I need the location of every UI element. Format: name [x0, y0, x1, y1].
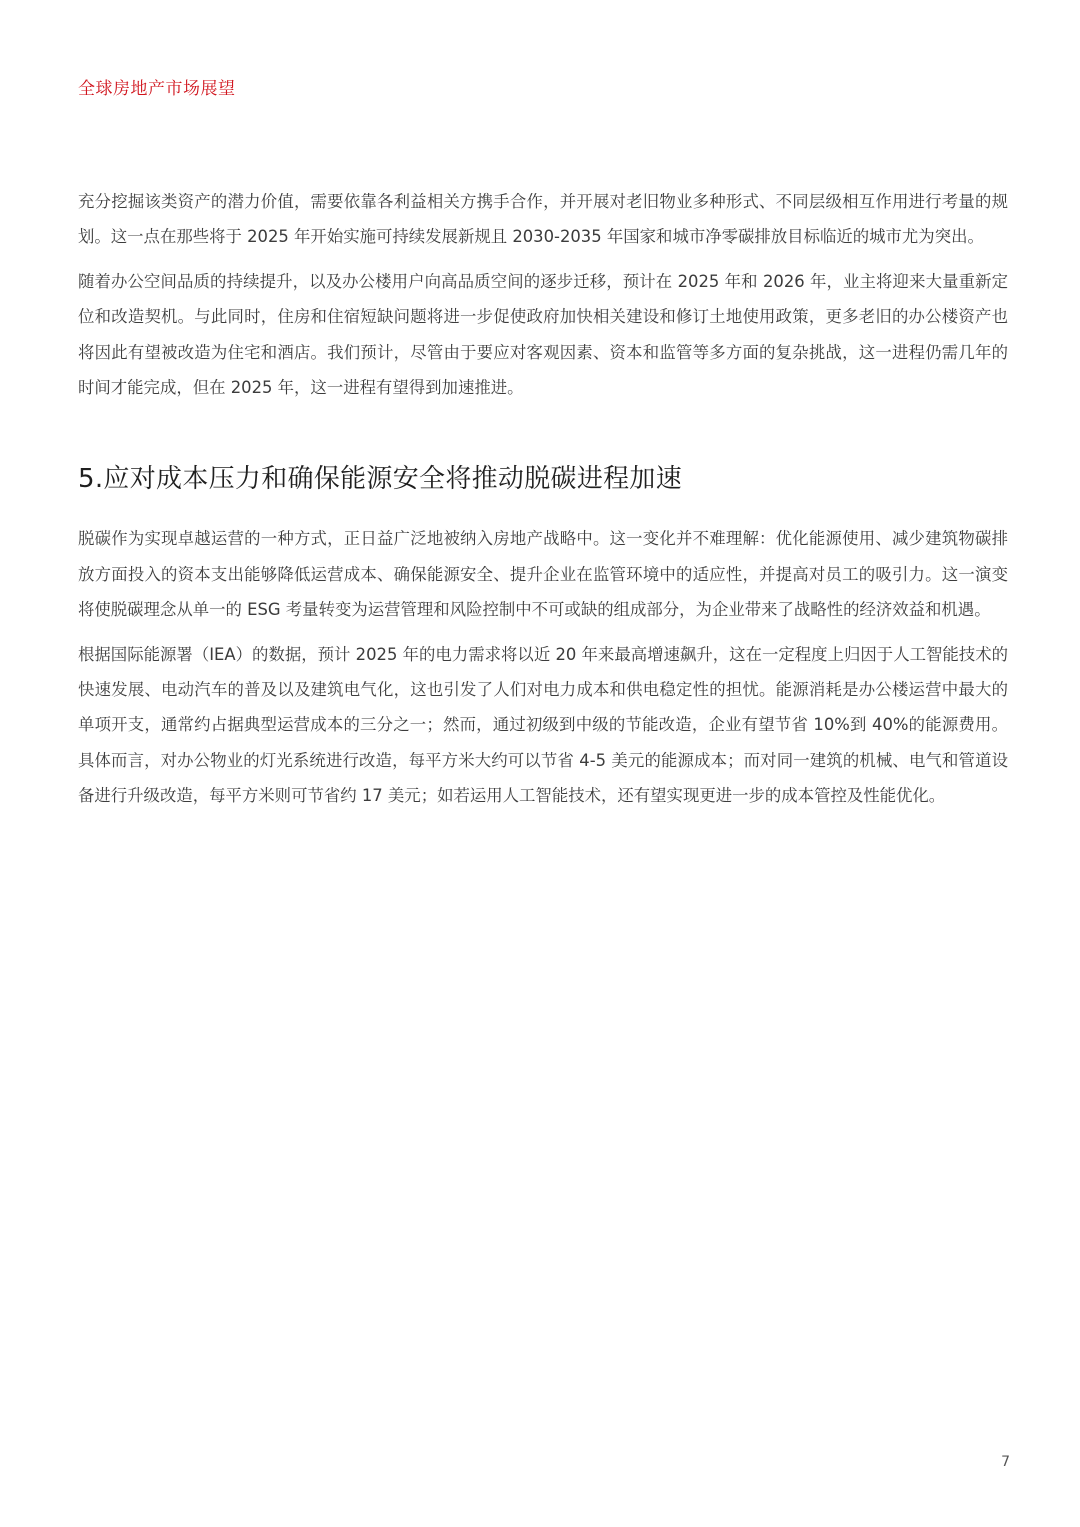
section-heading	[78, 459, 1008, 499]
body-paragraph: 脱碳作为实现卓越运营的一种方式，正日益广泛地被纳入房地产战略中。这一变化并不难理解：优化能源使用、减少建筑物碳排放方面投入的资本支出能够降低运营成本、确保能源安全、提升企业在监管环境中的适应性，并提高对员工的吸引力。这一演变将使脱碳理念从单一的 ESG 考量转变为运营管理和风险控制中不可或缺的组成部分，为企业带来了战略性的经济效益和机遇。	[78, 529, 1008, 620]
running-header-title: 全球房地产市场展望	[78, 79, 236, 99]
body-paragraph: 随着办公空间品质的持续提升，以及办公楼用户向高品质空间的逐步迁移，预计在 2025 年和 2026 年，业主将迎来大量重新定位和改造契机。与此同时，住房和住宿短缺问题将进一步促使政府加快相关建设和修订土地使用政策，更多老旧的办公楼资产也将因此有望被改造为住宅和酒店。我们预计，尽管由于要应对客观因素、资本和监管等多方面的复杂挑战，这一进程仍需几年的时间才能完成，但在 2025 年，这一进程有望得到加速推进。	[78, 271, 1008, 398]
section-number: 5.	[78, 464, 104, 495]
section-title: 应对成本压力和确保能源安全将推动脱碳进程加速	[103, 464, 683, 495]
page-content	[78, 184, 1008, 814]
body-paragraph: 根据国际能源署（IEA）的数据，预计 2025 年的电力需求将以近 20 年来最高增速飙升，这在一定程度上归因于人工智能技术的快速发展、电动汽车的普及以及建筑电气化，这也引发了人们对电力成本和供电稳定性的担忧。能源消耗是办公楼运营中最大的单项开支，通常约占据典型运营成本的三分之一；然而，通过初级到中级的节能改造，企业有望节省 10%到 40%的能源费用。具体而言，对办公物业的灯光系统进行改造，每平方米大约可以节省 4-5 美元的能源成本；而对同一建筑的机械、电气和管道设备进行升级改造，每平方米则可节省约 17 美元；如若运用人工智能技术，还有望实现更进一步的成本管控及性能优化。	[78, 644, 1008, 806]
page-number: 7	[1001, 1454, 1010, 1470]
body-paragraph: 充分挖掘该类资产的潜力价值，需要依靠各利益相关方携手合作，并开展对老旧物业多种形式、不同层级相互作用进行考量的规划。这一点在那些将于 2025 年开始实施可持续发展新规且 2030-2035 年国家和城市净零碳排放目标临近的城市尤为突出。	[78, 192, 1008, 247]
